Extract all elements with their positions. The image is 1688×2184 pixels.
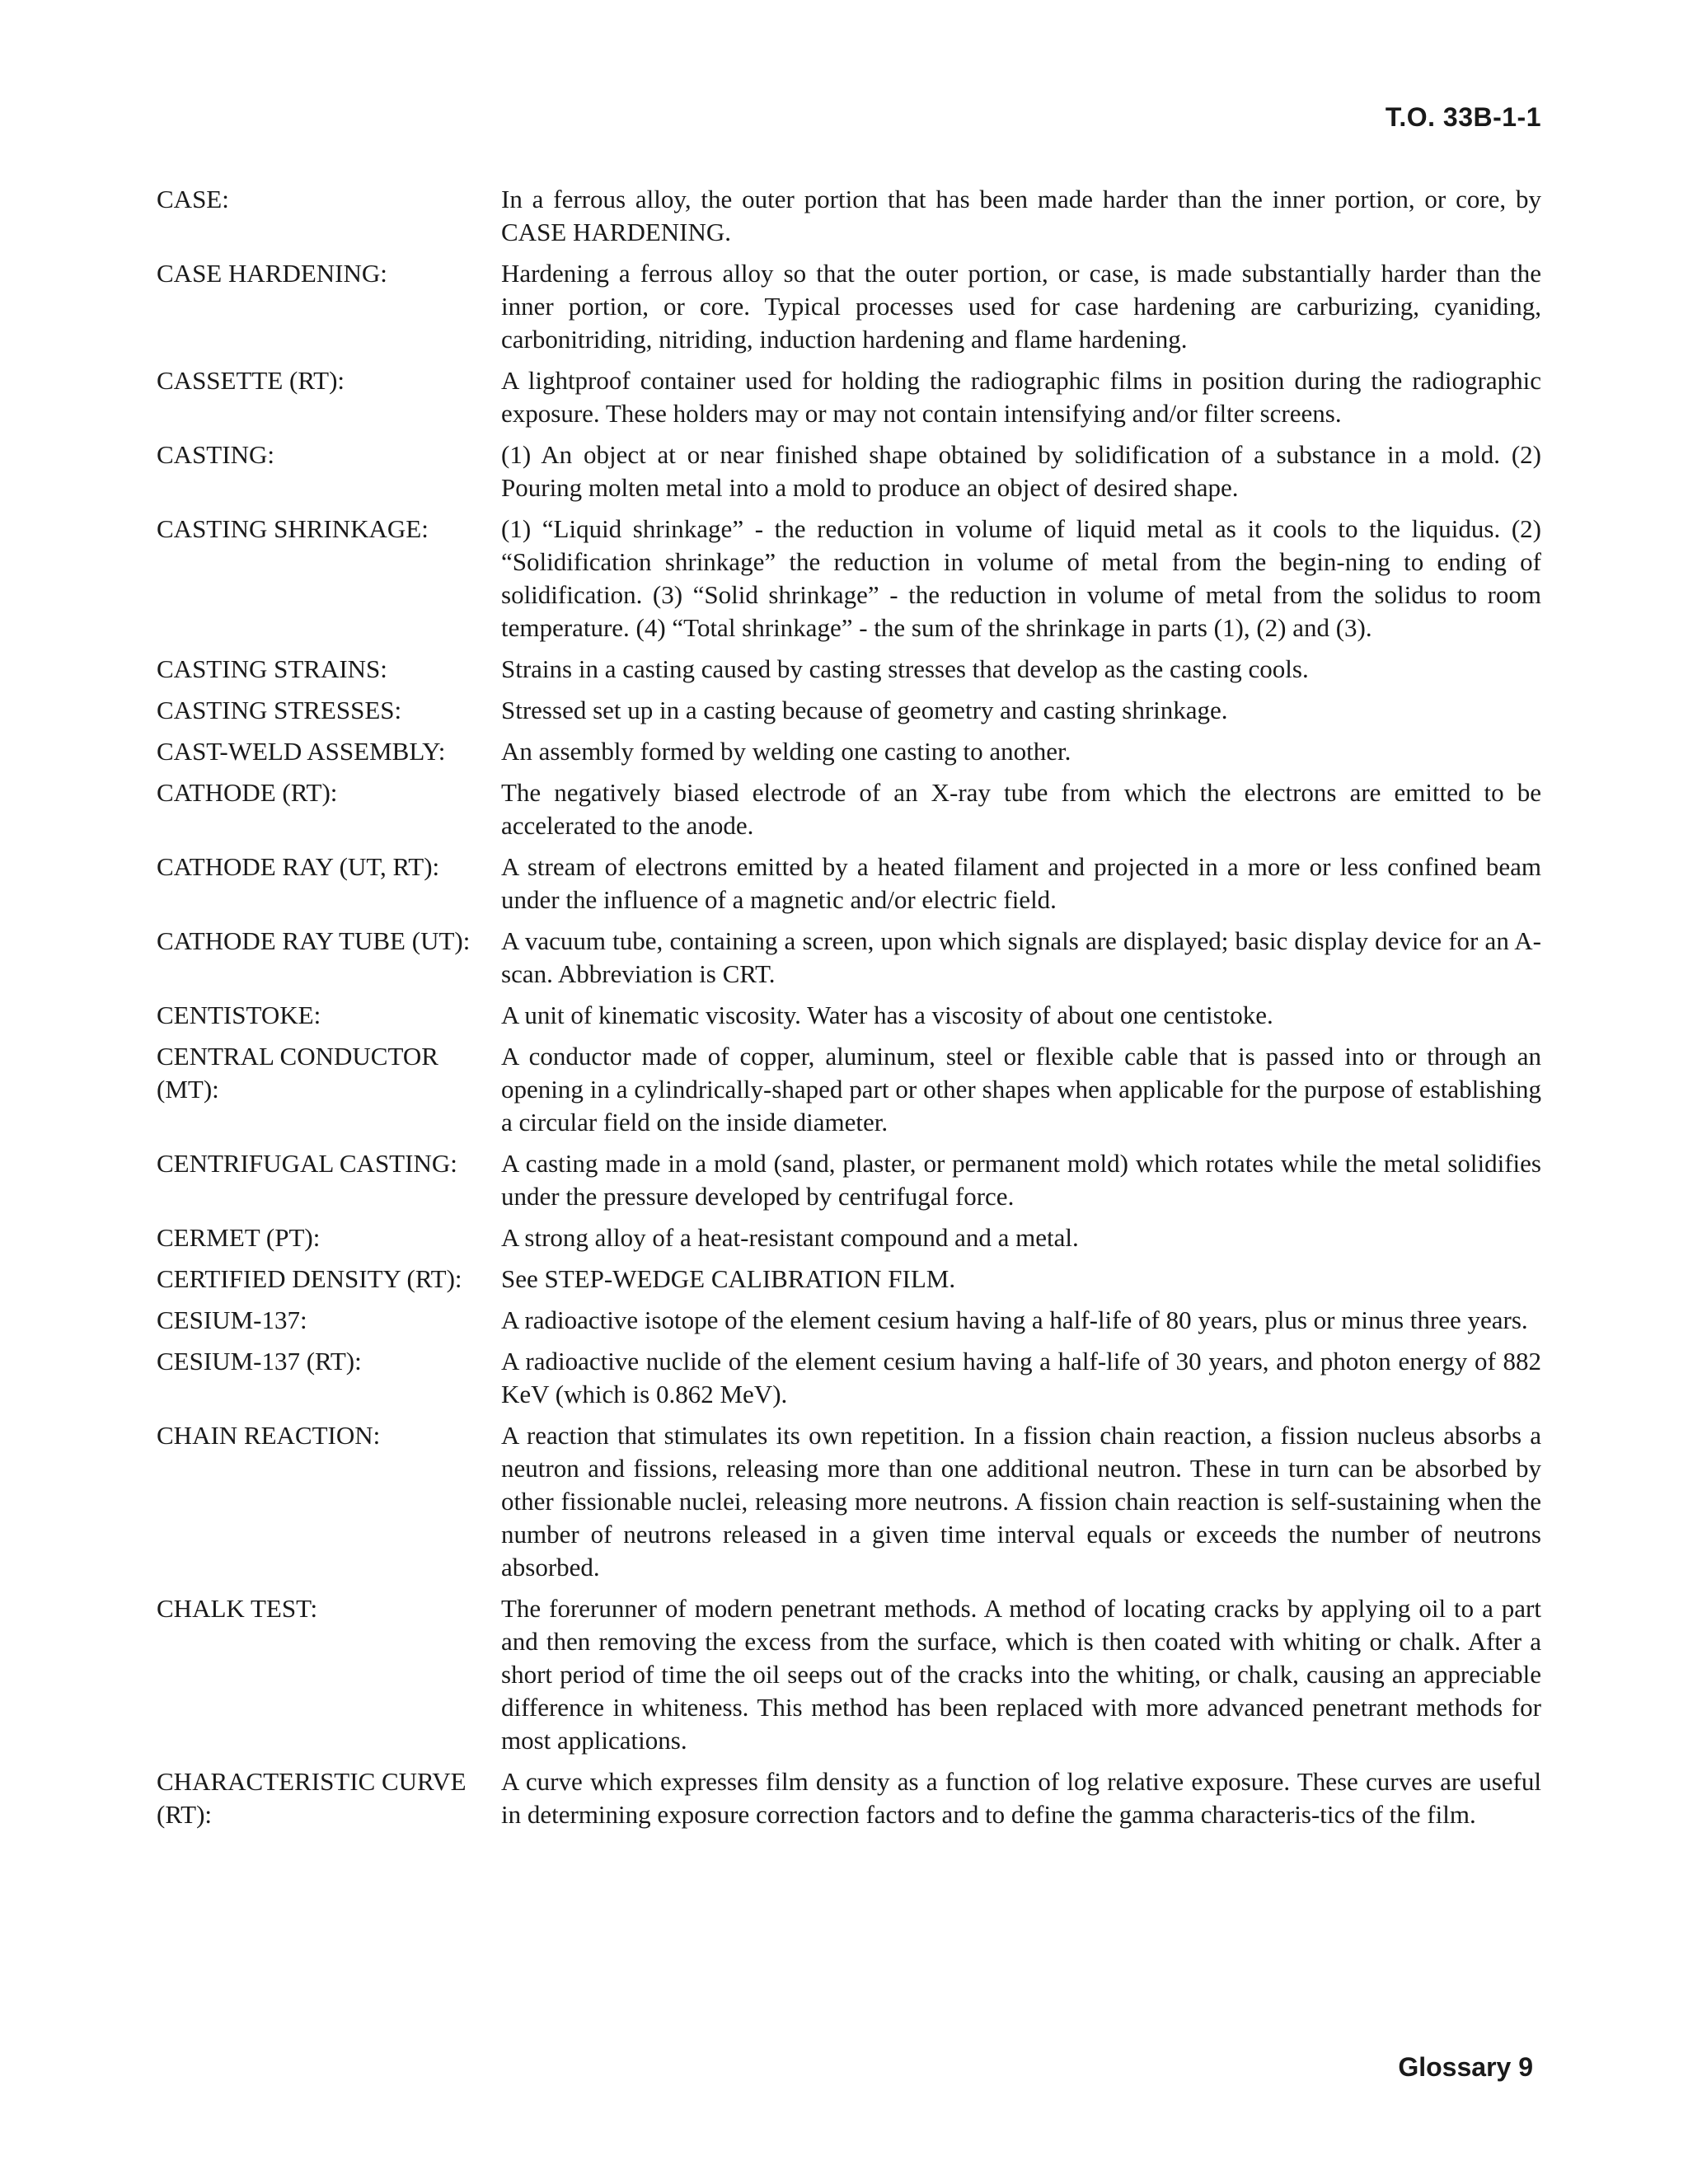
glossary-definition: Stressed set up in a casting because of geometry and casting shrinkage. (501, 696, 1228, 724)
glossary-term: CASE: (157, 185, 229, 213)
glossary-entry (157, 925, 1541, 991)
glossary-term: CENTRAL CONDUCTOR (MT): (157, 1042, 438, 1104)
glossary-term: CENTRIFUGAL CASTING: (157, 1149, 457, 1178)
glossary-term: CASTING STRAINS: (157, 654, 387, 683)
glossary-entry (157, 257, 1541, 356)
glossary-entry (157, 1263, 1541, 1296)
glossary-entry (157, 1592, 1541, 1757)
glossary-entry (157, 999, 1541, 1032)
glossary-definition: A casting made in a mold (sand, plaster, or permanent mold) which rotates while the metal solidifies under the pressure developed by centrifugal force. (501, 1149, 1541, 1211)
glossary-term: CAST-WELD ASSEMBLY: (157, 737, 446, 766)
glossary-entry (157, 1221, 1541, 1254)
glossary-definition: A lightproof container used for holding the radiographic films in position during the radiographic exposure. These holders may or may not contain intensifying and/or filter screens. (501, 366, 1541, 428)
glossary-definition: A radioactive isotope of the element cesium having a half-life of 80 years, plus or minus three years. (501, 1305, 1528, 1334)
glossary-term: CERMET (PT): (157, 1223, 321, 1252)
glossary-term: CASSETTE (RT): (157, 366, 345, 395)
glossary-definition: A unit of kinematic viscosity. Water has a viscosity of about one centistoke. (501, 1001, 1273, 1029)
glossary-definition: A conductor made of copper, aluminum, steel or flexible cable that is passed into or through an opening in a cylindrically-shaped part or other shapes when applicable for the purpose of establishing a circular field on the inside diameter. (501, 1042, 1541, 1137)
glossary-definition: A reaction that stimulates its own repetition. In a fission chain reaction, a fission nucleus absorbs a neutron and fissions, releasing more than one additional neutron. These in turn can be absorbed by other fissionable nuclei, releasing more neutrons. A fission chain reaction is self-sustaining when the number of neutrons released in a given time interval equals or exceeds the number of neutrons absorbed. (501, 1421, 1541, 1582)
glossary-definition: Hardening a ferrous alloy so that the outer portion, or case, is made substantially harder than the inner portion, or core. Typical processes used for case hardening are carburizing, cyaniding, carbonitriding, nitriding, induction hardening and flame hardening. (501, 259, 1541, 354)
glossary-term: CHALK TEST: (157, 1594, 318, 1623)
glossary-entry (157, 183, 1541, 249)
glossary-definition: A vacuum tube, containing a screen, upon which signals are displayed; basic display device for an A-scan. Abbreviation is CRT. (501, 926, 1541, 988)
glossary-definition: An assembly formed by welding one casting to another. (501, 737, 1071, 766)
glossary-definition: A stream of electrons emitted by a heated filament and projected in a more or less confined beam under the influence of a magnetic and/or electric field. (501, 852, 1541, 914)
glossary-entry (157, 776, 1541, 842)
glossary-term: CATHODE RAY (UT, RT): (157, 852, 440, 881)
glossary-entry (157, 653, 1541, 686)
glossary-entry (157, 1419, 1541, 1584)
glossary-definition: A curve which expresses film density as a function of log relative exposure. These curves are useful in determining exposure correction factors and to define the gamma characteris-tics of the film. (501, 1767, 1541, 1829)
glossary-definition: (1) An object at or near finished shape obtained by solidification of a substance in a mold. (2) Pouring molten metal into a mold to produce an object of desired shape. (501, 440, 1541, 502)
glossary-term: CASTING: (157, 440, 274, 469)
glossary-definition: A radioactive nuclide of the element cesium having a half-life of 30 years, and photon energy of 882 KeV (which is 0.862 MeV). (501, 1347, 1541, 1408)
glossary-entry (157, 364, 1541, 430)
glossary-definition: (1) “Liquid shrinkage” - the reduction in volume of liquid metal as it cools to the liquidus. (2) “Solidification shrinkage” the reduction in volume of metal from the begin-ning to ending of solidification. (3) “Solid shrinkage” - the reduction in volume of metal from the solidus to room temperature. (4) “Total shrinkage” - the sum of the shrinkage in parts (1), (2) and (3). (501, 514, 1541, 642)
glossary-definition: In a ferrous alloy, the outer portion that has been made harder than the inner portion, or core, by CASE HARDENING. (501, 185, 1541, 246)
document-number: T.O. 33B-1-1 (1385, 102, 1541, 132)
glossary-definition: See STEP-WEDGE CALIBRATION FILM. (501, 1264, 956, 1293)
glossary-entry (157, 1304, 1541, 1337)
glossary-term: CENTISTOKE: (157, 1001, 321, 1029)
glossary-definition: The forerunner of modern penetrant methods. A method of locating cracks by applying oil to a part and then removing the excess from the surface, which is then coated with whiting or chalk. After a short period of time the oil seeps out of the cracks into the whiting, or chalk, causing an appreciable difference in whiteness. This method has been replaced with more advanced penetrant methods for most applications. (501, 1594, 1541, 1755)
glossary-term: CHARACTERISTIC CURVE (RT): (157, 1767, 467, 1829)
glossary-entry (157, 1040, 1541, 1139)
glossary-term: CATHODE RAY TUBE (UT): (157, 926, 471, 955)
glossary-entry (157, 694, 1541, 727)
glossary-entry (157, 513, 1541, 644)
glossary-term: CESIUM-137: (157, 1305, 307, 1334)
glossary-term: CATHODE (RT): (157, 778, 338, 807)
glossary-term: CHAIN REACTION: (157, 1421, 381, 1450)
glossary-entry (157, 1147, 1541, 1213)
glossary-term: CASTING STRESSES: (157, 696, 402, 724)
glossary-definition: The negatively biased electrode of an X-ray tube from which the electrons are emitted to be accelerated to the anode. (501, 778, 1541, 840)
glossary-term: CASTING SHRINKAGE: (157, 514, 429, 543)
glossary-entry (157, 851, 1541, 916)
glossary-term: CESIUM-137 (RT): (157, 1347, 362, 1376)
glossary-entry (157, 1345, 1541, 1411)
page-number: Glossary 9 (1398, 2052, 1533, 2082)
glossary-entry (157, 735, 1541, 768)
glossary-term: CERTIFIED DENSITY (RT): (157, 1264, 462, 1293)
glossary-entry (157, 438, 1541, 504)
glossary-list (157, 183, 1541, 1840)
glossary-entry (157, 1765, 1541, 1831)
glossary-definition: A strong alloy of a heat-resistant compound and a metal. (501, 1223, 1079, 1252)
glossary-term: CASE HARDENING: (157, 259, 387, 288)
glossary-definition: Strains in a casting caused by casting stresses that develop as the casting cools. (501, 654, 1309, 683)
